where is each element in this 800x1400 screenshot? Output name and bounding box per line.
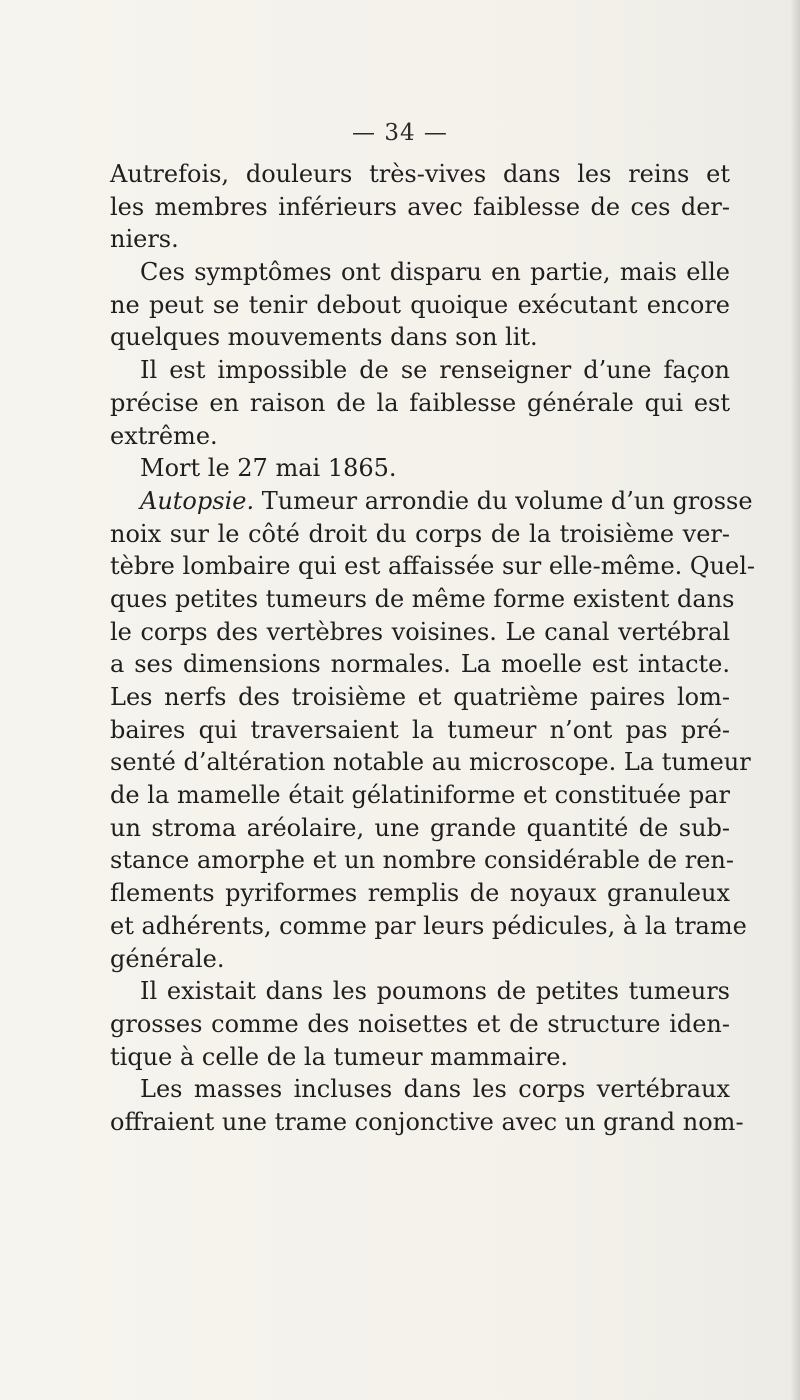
text-line-16: a ses dimensions normales. La moelle est intacte. xyxy=(110,650,730,679)
text-line-27: grosses comme des noisettes et de structure iden- xyxy=(110,1009,730,1038)
text-line-25: générale. xyxy=(110,944,225,973)
text-line-13: tèbre lombaire qui est affaissée sur elle-même. Quel- xyxy=(110,552,756,581)
text-line-30: offraient une trame conjonctive avec un grand nom- xyxy=(110,1107,744,1136)
text-line-3: niers. xyxy=(110,225,179,254)
text-line-14: ques petites tumeurs de même forme existent dans xyxy=(110,584,735,613)
text-line-8: précise en raison de la faiblesse générale qui est xyxy=(110,388,730,417)
text-line-11: Autopsie. Tumeur arrondie du volume d’un grosse xyxy=(140,486,753,515)
body-text xyxy=(110,158,756,1139)
text-line-24: et adhérents, comme par leurs pédicules, à la trame xyxy=(110,911,747,940)
text-line-6: quelques mouvements dans son lit. xyxy=(110,323,538,352)
text-line-28: tique à celle de la tumeur mammaire. xyxy=(110,1042,569,1071)
text-line-19: senté d’altération notable au microscope. La tumeur xyxy=(110,748,751,777)
text-line-12: noix sur le côté droit du corps de la troisième ver- xyxy=(110,519,730,548)
text-line-1: Autrefois, douleurs très-vives dans les reins et xyxy=(110,160,730,188)
text-line-18: baires qui traversaient la tumeur n’ont pas pré- xyxy=(110,715,730,744)
text-line-17: Les nerfs des troisième et quatrième paires lom- xyxy=(110,683,730,711)
text-line-21: un stroma aréolaire, une grande quantité de sub- xyxy=(110,813,730,842)
text-line-7: Il est impossible de se renseigner d’une façon xyxy=(140,356,730,385)
text-line-29: Les masses incluses dans les corps vertébraux xyxy=(140,1075,730,1104)
text-line-20: de la mamelle était gélatiniforme et constituée par xyxy=(110,781,730,810)
text-line-5: ne peut se tenir debout quoique exécutant encore xyxy=(110,290,730,319)
text-line-9: extrême. xyxy=(110,421,218,450)
text-line-2: les membres inférieurs avec faiblesse de ces der- xyxy=(110,192,730,221)
text-line-15: le corps des vertèbres voisines. Le canal vertébral xyxy=(110,617,730,646)
autopsie-heading: Autopsie. xyxy=(140,486,255,515)
text-line-23: flements pyriformes remplis de noyaux granuleux xyxy=(110,879,730,908)
text-line-22: stance amorphe et un nombre considérable de ren- xyxy=(110,846,734,875)
text-line-10: Mort le 27 mai 1865. xyxy=(140,454,397,483)
page-edge-shadow xyxy=(790,0,800,1400)
page-number: — 34 — xyxy=(352,120,448,146)
text-line-26: Il existait dans les poumons de petites tumeurs xyxy=(140,977,730,1006)
text-line-4: Ces symptômes ont disparu en partie, mais elle xyxy=(140,258,730,287)
